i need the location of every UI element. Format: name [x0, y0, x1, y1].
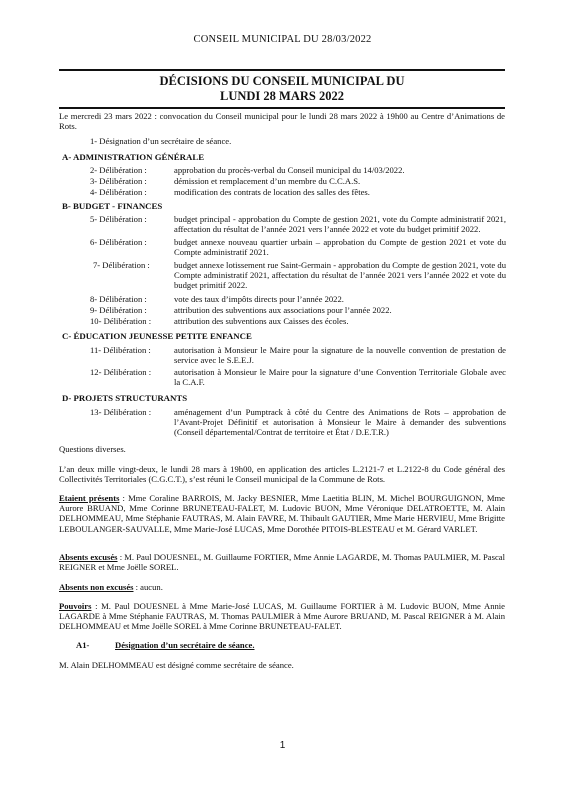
delib-item: [90, 367, 510, 388]
excuses-paragraph: [59, 552, 505, 572]
delib-label: 5- Délibération :: [90, 214, 147, 224]
delib-item: [90, 260, 510, 291]
nonexcuses-label: Absents non excusés: [59, 582, 134, 592]
delib-text: budget principal - approbation du Compte de gestion 2021, vote du Compte administratif 2021, affectation du résultat de l’année 2021 vers l’année 2022 et vote du budget primitif 2022.: [174, 214, 506, 235]
a1-title: Désignation d’un secrétaire de séance.: [115, 640, 255, 650]
delib-label: 11- Délibération :: [90, 345, 151, 355]
delib-item: [90, 305, 510, 315]
delib-label: 8- Délibération :: [90, 294, 147, 304]
delib-item: [90, 345, 510, 366]
delib-text: budget annexe nouveau quartier urbain – approbation du Compte de gestion 2021 et vote du Compte administratif 2021.: [174, 237, 506, 258]
page-header: CONSEIL MUNICIPAL DU 28/03/2022: [193, 34, 372, 45]
delib-text: vote des taux d’impôts directs pour l’année 2022.: [174, 294, 344, 304]
presents-label: Etaient présents: [59, 493, 120, 503]
delib-text: autorisation à Monsieur le Maire pour la signature de la nouvelle convention de prestation de service avec le S.E.E.J.: [174, 345, 506, 366]
pouvoirs-paragraph: [59, 601, 505, 632]
delib-text: attribution des subventions aux associations pour l’année 2022.: [174, 305, 392, 315]
a1-label: A1-: [76, 640, 90, 650]
delib-text: autorisation à Monsieur le Maire pour la signature d’une Convention Territoriale Globale avec la C.A.F.: [174, 367, 506, 388]
delib-item: [90, 407, 510, 438]
title-line-1: DÉCISIONS DU CONSEIL MUNICIPAL DU: [159, 74, 405, 88]
delib-text: attribution des subventions aux Caisses des écoles.: [174, 316, 349, 326]
delib-item: [90, 214, 510, 235]
delib-label: 7- Délibération :: [93, 260, 150, 270]
delib-item: [90, 176, 510, 186]
pouvoirs-label: Pouvoirs: [59, 601, 92, 611]
presents-paragraph: [59, 493, 505, 534]
section-d-title: D- PROJETS STRUCTURANTS: [62, 393, 188, 403]
delib-text: démission et remplacement d’un membre du C.C.A.S.: [174, 176, 361, 186]
delib-item: [90, 316, 510, 326]
delib-label: 3- Délibération :: [90, 176, 147, 186]
delib-label: 13- Délibération :: [90, 407, 152, 417]
questions-diverses: Questions diverses.: [59, 444, 126, 454]
delib-label: 10- Délibération :: [90, 316, 152, 326]
delib-text: aménagement d’un Pumptrack à côté du Centre des Animations de Rots – approbation de l’Avant-Projet Définitif et autorisation à Monsieur le Maire à demander des subventions (Conseil départemental/Contrat de territoire et État / D.E.T.R.): [174, 407, 506, 438]
pouvoirs-list: : M. Paul DOUESNEL à Mme Marie-José LUCAS, M. Guillaume FORTIER à M. Ludovic BUON, Mme Annie LAGARDE à Mme Stéphanie FAUTRAS, M. Thomas PAULMIER à Mme Aurore BRUAND, M. Pascal REIGNER à M. Alain DELHOMMEAU et Mme Joëlle SOREL à Mme Corinne BRUNETEAU-FALET.: [59, 601, 505, 632]
delib-item: [90, 294, 510, 304]
delib-item: [90, 165, 510, 175]
delib-label: 9- Délibération :: [90, 305, 147, 315]
delib-label: 2- Délibération :: [90, 165, 147, 175]
delib-label: 12- Délibération :: [90, 367, 152, 377]
excuses-list: : M. Paul DOUESNEL, M. Guillaume FORTIER, Mme Annie LAGARDE, M. Thomas PAULMIER, M. Pascal REIGNER et Mme Joëlle SOREL.: [59, 552, 505, 573]
page-number: 1: [279, 740, 286, 751]
title-line-2: LUNDI 28 MARS 2022: [220, 89, 344, 103]
title-box: [59, 69, 505, 109]
delib-label: 6- Délibération :: [90, 237, 147, 247]
delib-text: budget annexe lotissement rue Saint-Germain - approbation du Compte de gestion 2021, vote du Compte administratif 2021, affectation du résultat de l’année 2021 vers l’année 2022 et vote du budget primitif 2022.: [174, 260, 506, 291]
presents-list: : Mme Coraline BARROIS, M. Jacky BESNIER, Mme Laetitia BLIN, M. Michel BOURGUIGNON, Mme Aurore BRUAND, Mme Corinne BRUNETEAU-FALET, M. Ludovic BUON, Mme Véronique DELATROETTE, M. Alain DELHOMMEAU, Mme Stéphanie FAUTRAS, M. Alain FAVRE, M. Thibault GAUTIER, Mme Marie HERVIEU, Mme Brigitte LEBOULANGER-SAUVALLE, Mme Marie-José LUCAS, Mme Dorothée PITOIS-BLESTEAU et M. Gérard VARLET.: [59, 493, 506, 534]
delib-item: [90, 187, 510, 197]
intro-paragraph: Le mercredi 23 mars 2022 : convocation du Conseil municipal pour le lundi 28 mars 2022 à 19h00 au Centre d’Animations de Rots.: [59, 111, 505, 132]
opening-paragraph: L’an deux mille vingt-deux, le lundi 28 mars à 19h00, en application des articles L.2121-7 et L.2122-8 du Code général des Collectivités Territoriales (C.G.C.T.), s’est réuni le Conseil municipal de la Commune de Rots.: [59, 464, 505, 485]
section-a-title: A- ADMINISTRATION GÉNÉRALE: [62, 152, 205, 162]
delib-text: modification des contrats de location des salles des fêtes.: [174, 187, 370, 197]
delib-text: approbation du procès-verbal du Conseil municipal du 14/03/2022.: [174, 165, 405, 175]
section-c-title: C- ÉDUCATION JEUNESSE PETITE ENFANCE: [62, 331, 252, 341]
nonexcuses-paragraph: [59, 582, 505, 592]
nonexcuses-text: : aucun.: [133, 582, 163, 592]
section-b-title: B- BUDGET - FINANCES: [62, 201, 163, 211]
excuses-label: Absents excusés: [59, 552, 118, 562]
delib-label: 4- Délibération :: [90, 187, 147, 197]
a1-text: M. Alain DELHOMMEAU est désigné comme secrétaire de séance.: [59, 660, 294, 670]
delib-item: [90, 237, 510, 258]
item-1: 1- Désignation d’un secrétaire de séance.: [90, 136, 232, 146]
